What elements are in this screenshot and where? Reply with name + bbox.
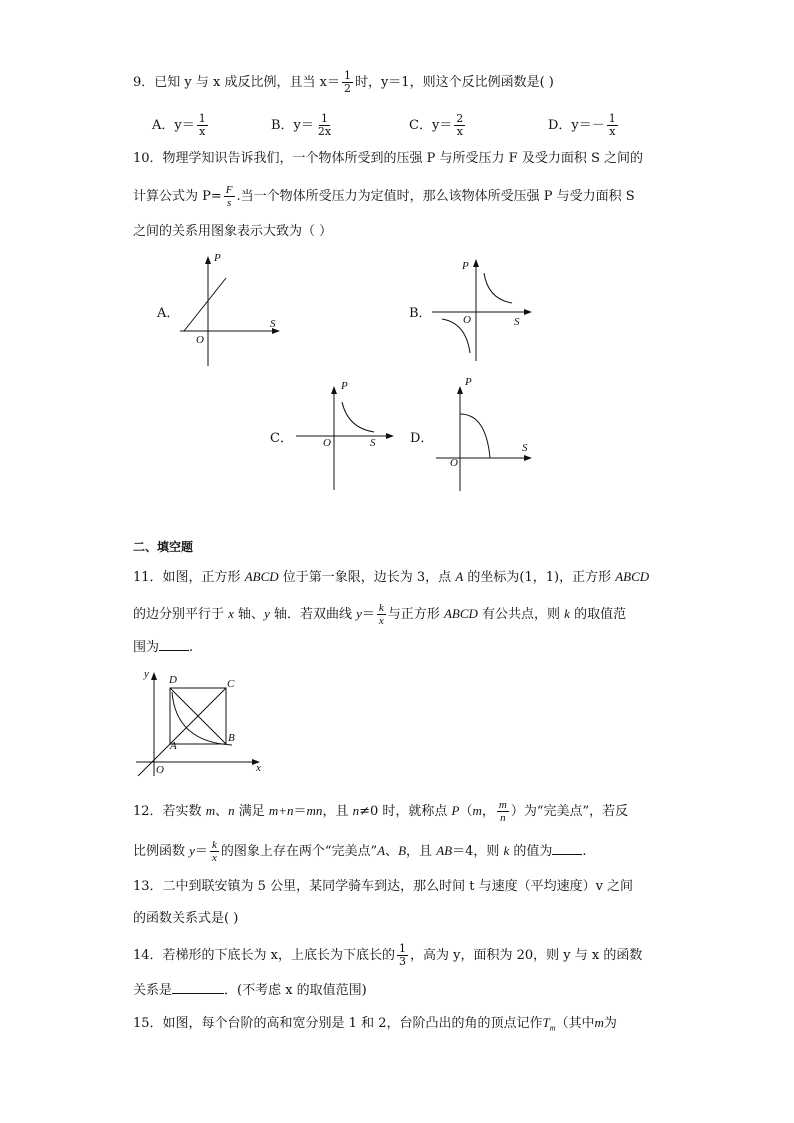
q10-formula: $\frac{F}{s}$: [225, 184, 233, 209]
q12-line-1: 12．若实数 m、n 满足 m+n＝mn，且 n≠0 时，就称点 P（m， $\frac{m}{n}$ ）为“完美点”，若反: [133, 799, 629, 824]
graph-b[interactable]: [428, 255, 538, 365]
q13-line-1: 13．二中到联安镇为 5 公里，某同学骑车到达，那么时间 t 与速度（平均速度）v 之间: [133, 879, 634, 894]
q13-line-2: 的函数关系式是( ): [133, 911, 239, 926]
section-title: 二、填空题: [133, 540, 194, 554]
q9-option-b[interactable]: B．y＝ $\frac{1}{2x}$: [271, 112, 332, 138]
graph-b-p-label: P: [462, 260, 469, 272]
q14-answer-blank[interactable]: [172, 993, 224, 994]
q11-answer-blank[interactable]: [159, 650, 189, 651]
graph-c-s-label: S: [370, 437, 376, 449]
graph-a-s-label: S: [270, 318, 276, 330]
q9-option-a[interactable]: A．y＝ $\frac{1}{x}$: [152, 112, 206, 138]
q11-line-3: 围为 .: [133, 640, 194, 655]
graph-a[interactable]: [176, 250, 286, 370]
q14-line-1: 14．若梯形的下底长为 x，上底长为下底长的 $\frac{1}{3}$ ，高为 y，面积为 20，则 y 与 x 的函数: [133, 942, 643, 968]
graph-c-origin-label: O: [323, 437, 331, 449]
q11-c-label: C: [227, 678, 235, 690]
q11-d-label: D: [169, 674, 177, 686]
q10-line-2: 计算公式为 P= $\frac{F}{s}$ .当一个物体所受压力为定值时，那么该物体所受压强 P 与受力面积 S: [133, 184, 635, 209]
graph-b-origin-label: O: [463, 314, 471, 326]
q11-figure: [132, 670, 262, 780]
q9-option-d[interactable]: D．y＝－ $\frac{1}{x}$: [548, 112, 616, 138]
graph-d-p-label: P: [465, 376, 472, 388]
q15-line-1: 15．如图，每个台阶的高和宽分别是 1 和 2，台阶凸出的角的顶点记作$T_m$（其中m为: [133, 1015, 617, 1033]
graph-c-option[interactable]: C．: [270, 431, 293, 446]
q11-x-label: x: [256, 762, 261, 774]
q11-y-label: y: [144, 668, 149, 680]
q10-line-1: 10．物理学知识告诉我们，一个物体所受到的压强 P 与所受压力 F 及受力面积 S 之间的: [133, 151, 644, 166]
q11-fraction: $\frac{k}{x}$: [378, 602, 384, 627]
q11-o-label: O: [156, 764, 164, 776]
q11-a-label: A: [170, 740, 177, 752]
graph-b-option[interactable]: B．: [409, 306, 432, 321]
q12-fraction-2: $\frac{k}{x}$: [211, 839, 217, 864]
q9-option-c[interactable]: C．y＝ $\frac{2}{x}$: [409, 112, 464, 138]
graph-d-s-label: S: [522, 442, 528, 454]
q11-line-2: 的边分别平行于 x 轴、y 轴．若双曲线 y＝ $\frac{k}{x}$ 与正方形 ABCD 有公共点，则 k 的取值范: [133, 602, 627, 627]
graph-a-p-label: P: [214, 252, 221, 264]
q12-line-2: 比例函数 y＝ $\frac{k}{x}$ 的图象上存在两个“完美点”A、B，且 AB＝4，则 k 的值为 .: [133, 839, 587, 864]
graph-a-option[interactable]: A．: [157, 306, 180, 321]
q14-fraction: $\frac{1}{3}$: [399, 942, 407, 968]
graph-d-origin-label: O: [450, 457, 458, 469]
graph-c-p-label: P: [341, 380, 348, 392]
q9-fraction: $\frac{1}{2}$: [343, 69, 351, 95]
q9-stem: 9．已知 y 与 x 成反比例，且当 x＝ $\frac{1}{2}$ 时，y＝1，则这个反比例函数是( ): [133, 69, 554, 95]
q12-fraction-1: $\frac{m}{n}$: [498, 799, 507, 824]
graph-a-origin-label: O: [196, 334, 204, 346]
q14-line-2: 关系是 ．(不考虑 x 的取值范围): [133, 983, 367, 998]
q11-line-1: 11．如图，正方形 ABCD 位于第一象限，边长为 3，点 A 的坐标为(1，1)，正方形 ABCD: [133, 569, 650, 585]
q12-answer-blank[interactable]: [552, 854, 582, 855]
graph-c[interactable]: [292, 380, 402, 492]
q11-b-label: B: [228, 732, 235, 744]
graph-b-s-label: S: [514, 316, 520, 328]
graph-d-option[interactable]: D．: [410, 431, 434, 446]
graph-d[interactable]: [434, 378, 538, 494]
q10-line-3: 之间的关系用图象表示大致为（ ）: [133, 224, 333, 239]
